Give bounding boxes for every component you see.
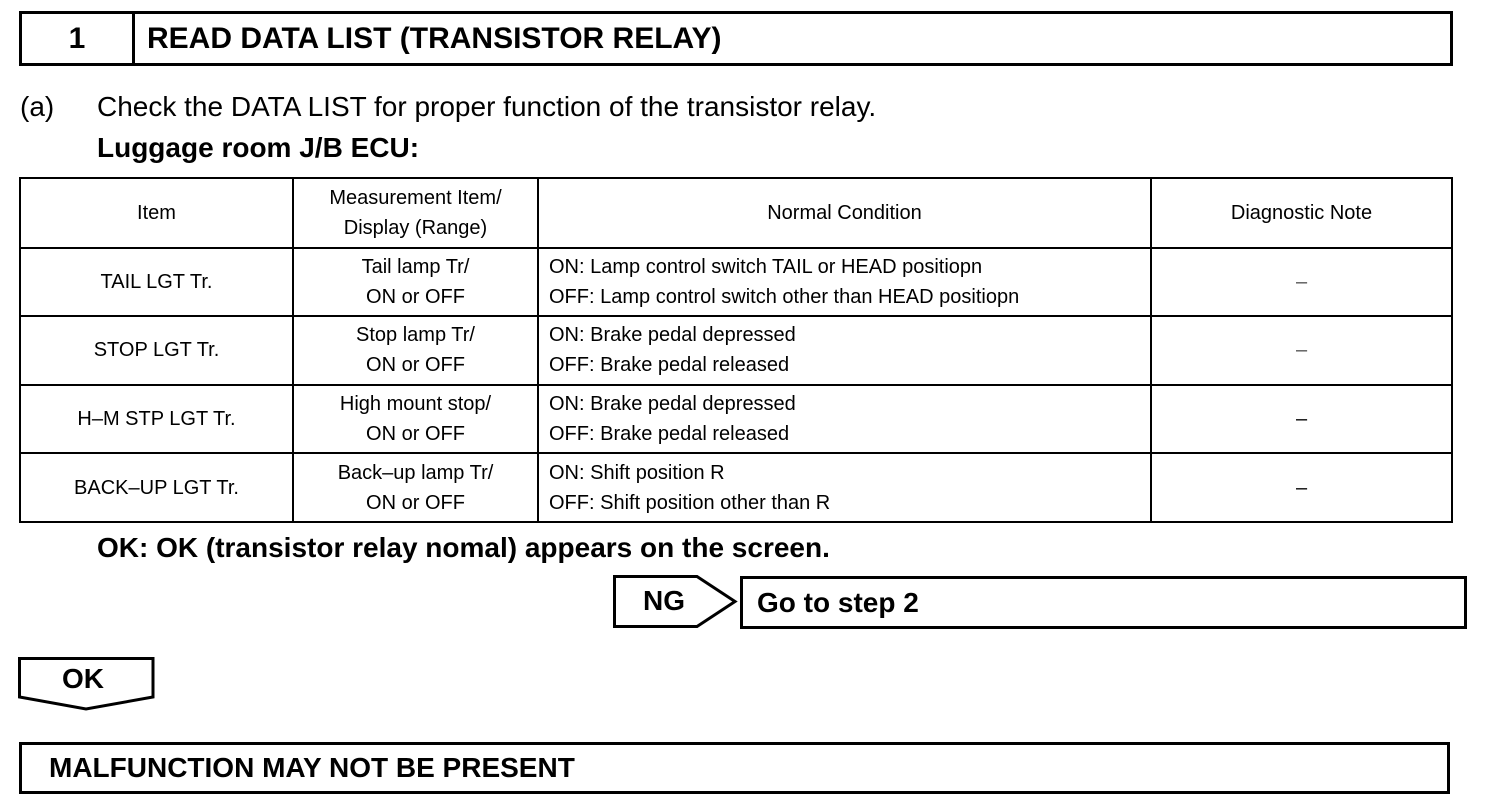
table-header-row — [20, 178, 1452, 248]
condition-line2: OFF: Brake pedal released — [549, 354, 790, 377]
result-box: MALFUNCTION MAY NOT BE PRESENT — [19, 742, 1450, 794]
condition-line1: ON: Brake pedal depressed — [549, 393, 796, 416]
measurement-line2: ON or OFF — [366, 423, 465, 446]
step-number: 1 — [22, 14, 135, 63]
header-measurement-line1: Measurement Item/ — [329, 186, 502, 209]
measurement-line2: ON or OFF — [366, 285, 465, 308]
ok-statement: OK: OK (transistor relay nomal) appears on the screen. — [97, 532, 830, 563]
header-measurement-line2: Display (Range) — [343, 216, 488, 239]
header-item: Item — [20, 178, 293, 248]
header-normal-condition: Normal Condition — [538, 178, 1151, 248]
row-condition — [538, 248, 1151, 317]
row-note — [1151, 453, 1452, 522]
measurement-line1: Tail lamp Tr/ — [361, 255, 470, 278]
row-item: H–M STP LGT Tr. — [20, 385, 293, 454]
row-condition — [538, 385, 1151, 454]
condition-line1: ON: Brake pedal depressed — [549, 324, 796, 347]
note-dash: – — [1295, 408, 1308, 431]
condition-line1: ON: Lamp control switch TAIL or HEAD positiopn — [549, 255, 983, 278]
table-row — [20, 316, 1452, 385]
condition-line2: OFF: Shift position other than R — [549, 491, 831, 514]
row-condition — [538, 453, 1151, 522]
ng-action-box: Go to step 2 — [740, 576, 1467, 629]
measurement-line2: ON or OFF — [366, 491, 465, 514]
ok-label: OK — [62, 663, 104, 694]
table-row — [20, 248, 1452, 317]
measurement-line2: ON or OFF — [366, 354, 465, 377]
row-measurement — [293, 453, 538, 522]
condition-line2: OFF: Brake pedal released — [549, 423, 790, 446]
row-condition — [538, 316, 1151, 385]
row-measurement — [293, 385, 538, 454]
table-row — [20, 385, 1452, 454]
measurement-line1: Back–up lamp Tr/ — [337, 461, 494, 484]
data-list-table — [19, 177, 1453, 523]
step-title: READ DATA LIST (TRANSISTOR RELAY) — [147, 21, 722, 55]
note-dash: – — [1295, 476, 1308, 499]
row-item: BACK–UP LGT Tr. — [20, 453, 293, 522]
row-item: TAIL LGT Tr. — [20, 248, 293, 317]
row-note — [1151, 316, 1452, 385]
note-dash: – — [1295, 339, 1308, 362]
header-measurement — [293, 178, 538, 248]
measurement-line1: Stop lamp Tr/ — [356, 324, 475, 347]
row-item: STOP LGT Tr. — [20, 316, 293, 385]
measurement-line1: High mount stop/ — [339, 393, 492, 416]
row-note — [1151, 385, 1452, 454]
condition-line1: ON: Shift position R — [549, 461, 725, 484]
condition-line2: OFF: Lamp control switch other than HEAD positiopn — [549, 285, 1020, 308]
header-diagnostic-note: Diagnostic Note — [1151, 178, 1452, 248]
ecu-heading: Luggage room J/B ECU: — [97, 132, 420, 163]
instruction-text: Check the DATA LIST for proper function of the transistor relay. — [97, 91, 877, 122]
row-measurement — [293, 248, 538, 317]
ng-label: NG — [643, 585, 685, 616]
table-row — [20, 453, 1452, 522]
row-note — [1151, 248, 1452, 317]
step-header — [19, 11, 1453, 66]
note-dash: – — [1295, 270, 1308, 293]
row-measurement — [293, 316, 538, 385]
sub-step-marker: (a) — [20, 91, 55, 122]
